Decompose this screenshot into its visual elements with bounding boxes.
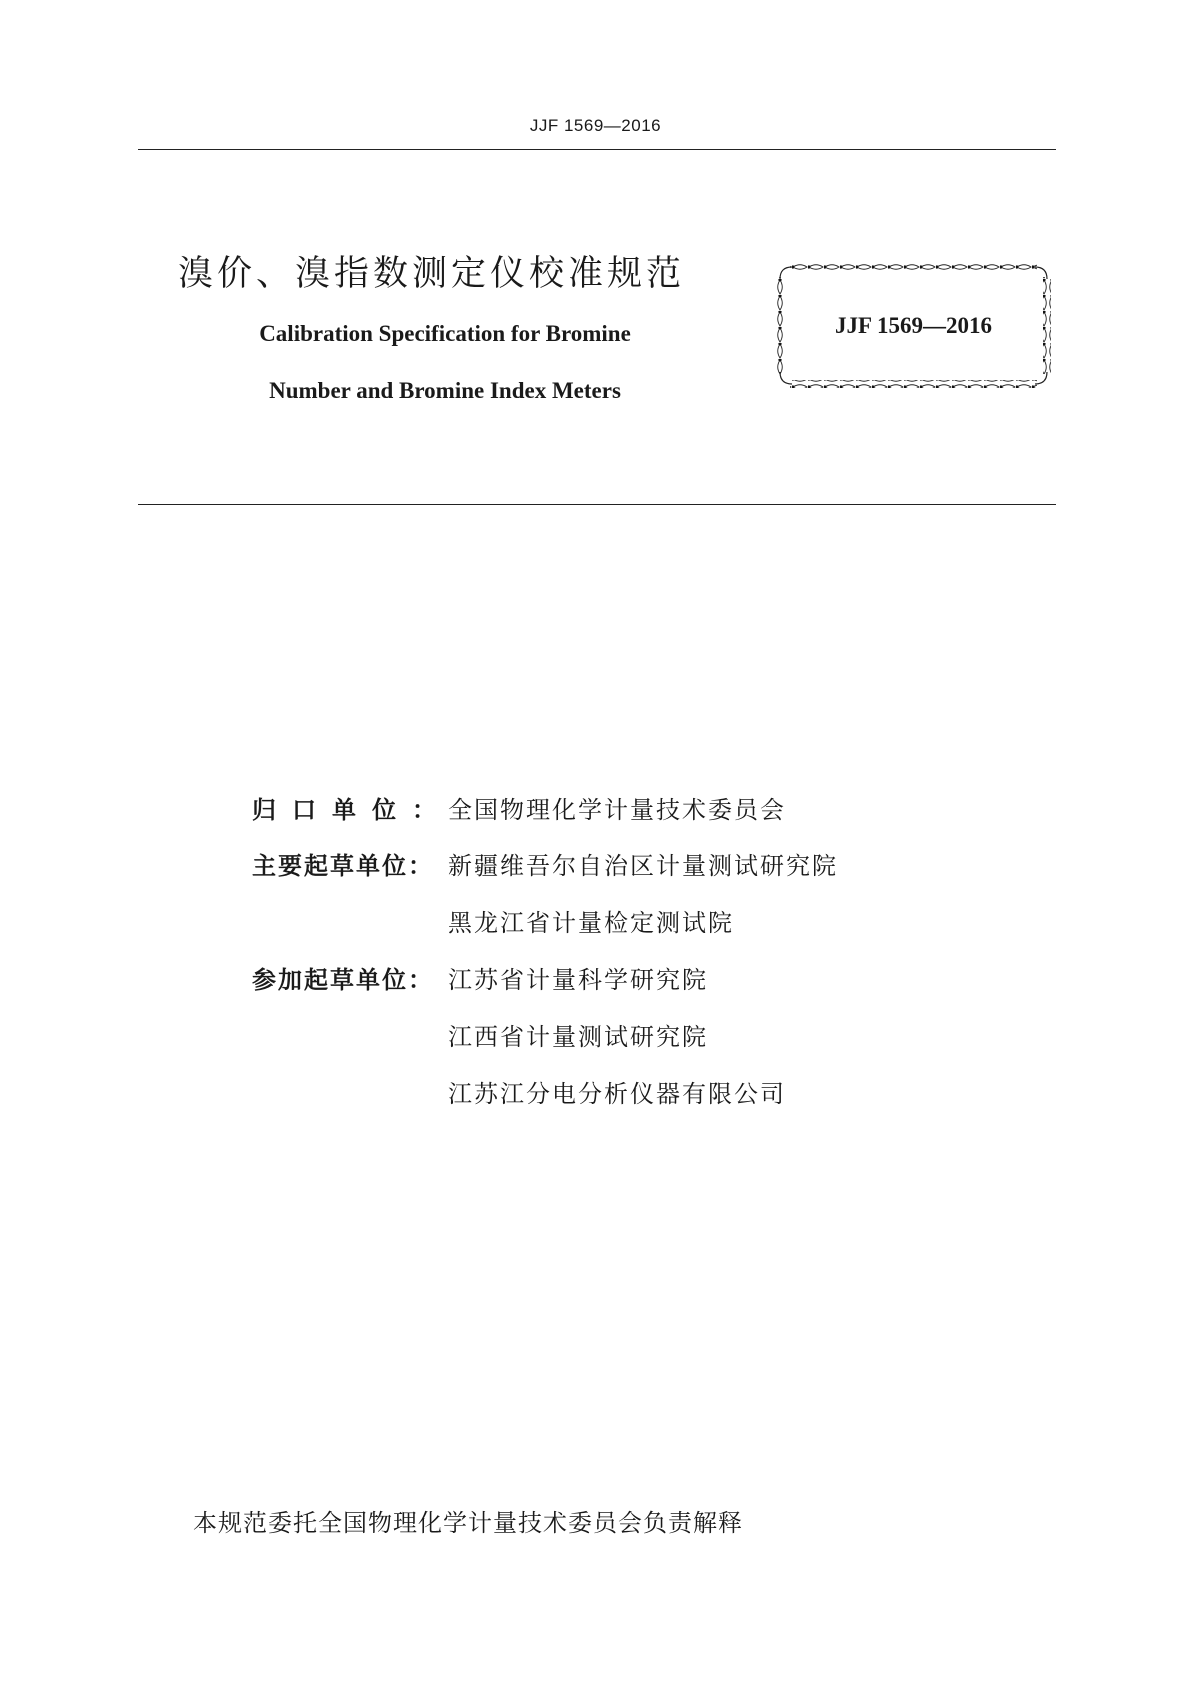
participating-drafting-unit: 江苏江分电分析仪器有限公司 xyxy=(448,1080,786,1108)
header-standard-code: JJF 1569—2016 xyxy=(529,116,662,135)
main-drafting-unit: 黑龙江省计量检定测试院 xyxy=(448,909,734,937)
responsible-unit-label: 归口单位： xyxy=(252,796,452,824)
top-divider xyxy=(138,149,1056,150)
title-english-line1: Calibration Specification for Bromine xyxy=(259,321,631,346)
participating-drafting-unit: 江苏省计量科学研究院 xyxy=(448,966,708,994)
standard-code-box xyxy=(776,263,1051,388)
title-chinese: 溴价、溴指数测定仪校准规范 xyxy=(178,254,686,294)
participating-drafting-unit: 江西省计量测试研究院 xyxy=(448,1023,708,1051)
standard-code-box-text: JJF 1569—2016 xyxy=(835,313,992,338)
middle-divider xyxy=(138,504,1056,505)
title-english-line2: Number and Bromine Index Meters xyxy=(269,378,621,403)
participating-drafting-label: 参加起草单位： xyxy=(252,966,434,994)
main-drafting-unit: 新疆维吾尔自治区计量测试研究院 xyxy=(448,852,838,880)
responsible-unit-value: 全国物理化学计量技术委员会 xyxy=(448,796,786,824)
main-drafting-label: 主要起草单位： xyxy=(252,852,434,880)
interpretation-note: 本规范委托全国物理化学计量技术委员会负责解释 xyxy=(193,1509,743,1537)
